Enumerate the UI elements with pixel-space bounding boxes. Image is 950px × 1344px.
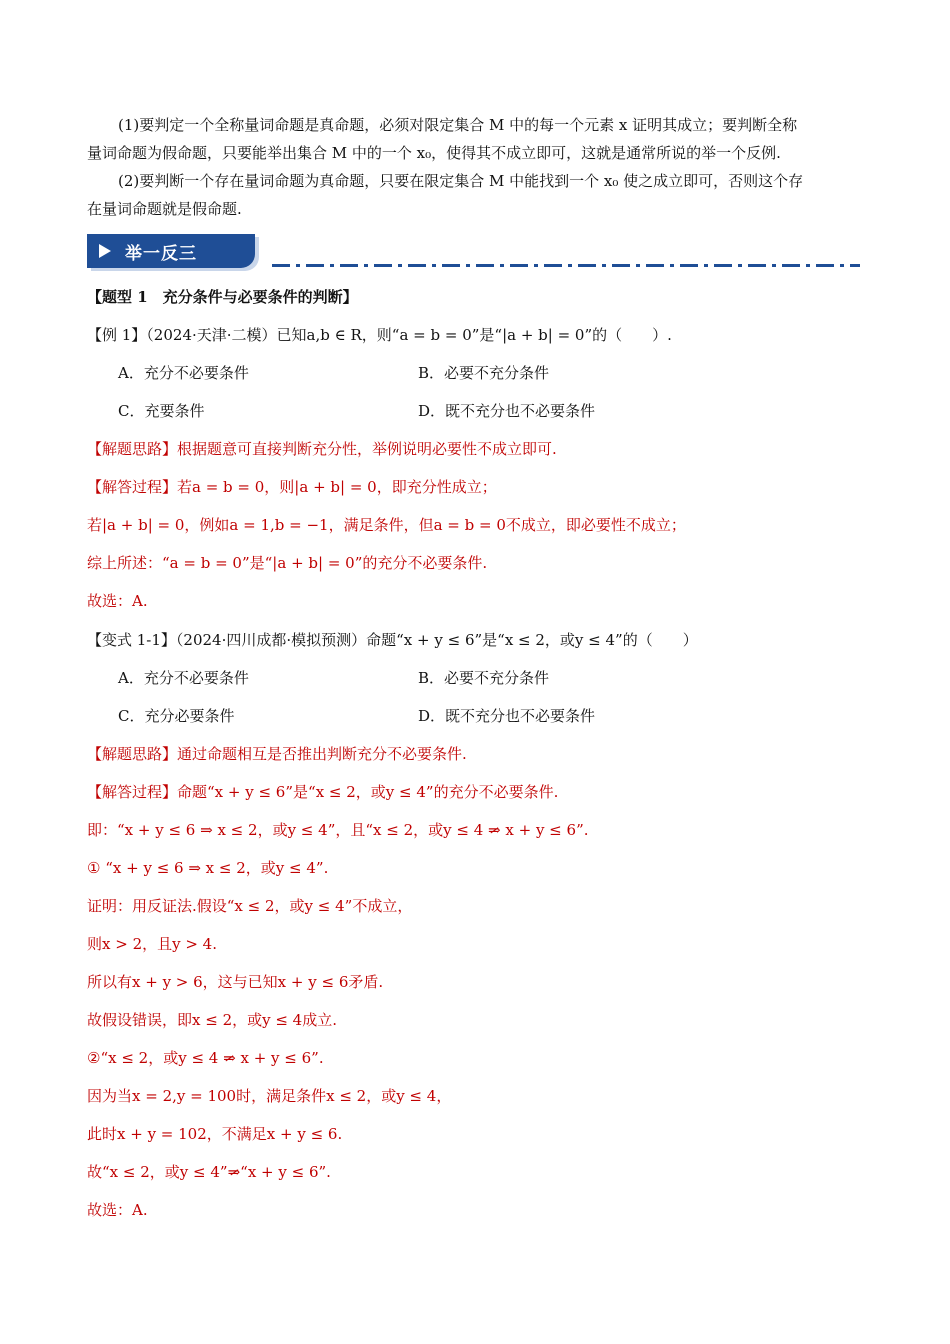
solution-line <box>87 1161 331 1183</box>
solution-line: 【解答过程】若a = b = 0，则|a + b| = 0，即充分性成立； <box>87 478 497 496</box>
solution-line: 【解答过程】命题“x + y ≤ 6”是“x ≤ 2，或y ≤ 4”的充分不必要条件. <box>87 783 559 801</box>
option-d: D．既不充分也不必要条件 <box>418 402 596 420</box>
solution-idea: 【解题思路】根据题意可直接判断充分性，举例说明必要性不成立即可. <box>87 440 557 458</box>
solution-line: 所以有x + y > 6，这与已知x + y ≤ 6矛盾. <box>87 973 384 991</box>
text-segment: x + y ≤ 6”. <box>235 1049 324 1067</box>
solution-line: 故假设错误，即x ≤ 2，或y ≤ 4成立. <box>87 1011 337 1029</box>
text-segment: 即：“x + y ≤ 6 ⇒ x ≤ 2，或y ≤ 4”，且“x ≤ 2，或y ≤ 4 <box>87 821 489 839</box>
intro-line: (1)要判定一个全称量词命题是真命题，必须对限定集合 M 中的每一个元素 x 证明其成立；要判断全称 <box>118 116 798 134</box>
intro-line: (2)要判断一个存在量词命题为真命题，只要在限定集合 M 中能找到一个 x₀ 使之成立即可，否则这个存 <box>118 172 804 190</box>
not-implies-symbol: ⇒ <box>223 1049 236 1067</box>
solution-idea: 【解题思路】通过命题相互是否推出判断充分不必要条件. <box>87 745 467 763</box>
answer-line: 故选：A. <box>87 592 148 610</box>
solution-line <box>87 1047 324 1069</box>
option-c: C．充要条件 <box>118 402 205 420</box>
solution-line: 因为当x = 2,y = 100时，满足条件x ≤ 2，或y ≤ 4， <box>87 1087 452 1105</box>
solution-line: 证明：用反证法.假设“x ≤ 2，或y ≤ 4”不成立， <box>87 897 413 915</box>
intro-line: 在量词命题就是假命题. <box>87 200 242 218</box>
text-segment: 故“x ≤ 2，或y ≤ 4” <box>87 1163 228 1181</box>
not-implies-symbol: ⇒ <box>227 1163 241 1181</box>
solution-line: 则x > 2，且y > 4. <box>87 935 217 953</box>
banner-dash-divider <box>272 264 860 267</box>
not-implies-symbol: ⇒ <box>488 821 501 839</box>
example-stem: 【例 1】（2024·天津·二模）已知a,b ∈ R，则“a = b = 0”是“|a + b| = 0”的（ ）. <box>87 326 672 344</box>
option-b: B．必要不充分条件 <box>418 364 550 382</box>
option-a: A．充分不必要条件 <box>118 669 249 687</box>
topic-title: 【题型 1 充分条件与必要条件的判断】 <box>87 288 358 306</box>
solution-line <box>87 819 589 841</box>
text-segment: “x + y ≤ 6”. <box>240 1163 331 1181</box>
option-a: A．充分不必要条件 <box>118 364 249 382</box>
text-segment: x + y ≤ 6”. <box>500 821 589 839</box>
section-banner <box>87 234 267 268</box>
text-segment: ②“x ≤ 2，或y ≤ 4 <box>87 1049 224 1067</box>
solution-line: 若|a + b| = 0，例如a = 1,b = −1，满足条件，但a = b = 0不成立，即必要性不成立； <box>87 516 686 534</box>
play-triangle-icon <box>99 244 111 258</box>
answer-line: 故选：A. <box>87 1201 148 1219</box>
variant-stem: 【变式 1-1】（2024·四川成都·模拟预测）命题“x + y ≤ 6”是“x ≤ 2，或y ≤ 4”的（ ） <box>87 631 698 649</box>
option-b: B．必要不充分条件 <box>418 669 550 687</box>
solution-line: 综上所述：“a = b = 0”是“|a + b| = 0”的充分不必要条件. <box>87 554 488 572</box>
option-d: D．既不充分也不必要条件 <box>418 707 596 725</box>
solution-line: 此时x + y = 102，不满足x + y ≤ 6. <box>87 1125 343 1143</box>
intro-line: 量词命题为假命题，只要能举出集合 M 中的一个 x₀，使得其不成立即可，这就是通常所说的举一个反例. <box>87 144 781 162</box>
solution-line: ① “x + y ≤ 6 ⇒ x ≤ 2，或y ≤ 4”. <box>87 859 329 877</box>
option-c: C．充分必要条件 <box>118 707 235 725</box>
banner-label: 举一反三 <box>125 244 197 264</box>
